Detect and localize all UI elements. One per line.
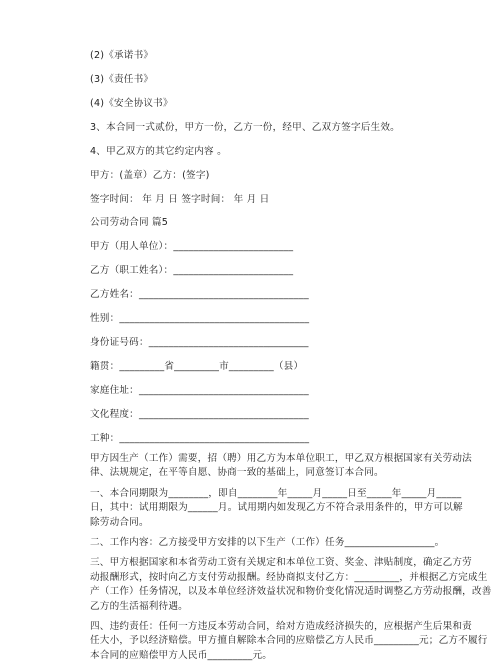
clause-pay-line1: 三、甲方根据国家和本省劳动工资有关规定和本单位工资、奖金、津贴制度，确定乙方劳: [90, 557, 472, 569]
section-heading: 公司劳动合同 篇5: [90, 217, 169, 228]
clause-breach-line1: 四、违约责任：任何一方违反本劳动合同，给对方造成经济损失的，应根据产生后果和责: [90, 621, 472, 632]
signature-date-line: 签字时间： 年 月 日 签字时间： 年 月 日: [90, 194, 270, 205]
field-home-address: 家庭住址：__________________________________: [90, 385, 309, 396]
clause-pay-line3: 产（工作）任务情况，以及本单位经济效益状况和物价变化情况适时调整乙方劳动报酬，改善: [90, 586, 492, 598]
clause-pay-line2: 动报酬形式，按时向乙方支付劳动报酬。经协商拟支付乙方：_________，并根据乙方完成生: [90, 571, 488, 583]
signature-party-line: 甲方：(盖章）乙方：(签字): [90, 170, 210, 181]
clause-pay-line4: 乙方的生活福利待遇。: [90, 600, 188, 612]
list-item-responsibility: (3)《责任书》: [90, 74, 154, 85]
list-item-commitment: (2)《承诺书》: [90, 50, 154, 61]
clause-breach-line3: 本合同的应赔偿甲方人民币_________元。: [90, 649, 273, 661]
list-item-safety-agreement: (4)《安全协议书》: [90, 98, 173, 109]
field-employer: 甲方（用人单位）：________________________: [90, 241, 294, 252]
clause-term-line3: 除劳动合同。: [90, 516, 149, 528]
field-native-place: 籍贯：_________省_________市_________（县）: [90, 361, 304, 372]
clause-term-line1: 一、本合同期限为________，即自________年_____月_____日至_____年_____月_____: [90, 487, 462, 499]
field-gender: 性别：______________________________________: [90, 313, 310, 324]
paragraph-intro-line2: 律、法规规定，在平等自愿、协商一致的基础上，同意签订本合同。: [90, 467, 384, 479]
clause-breach-line2: 任大小，予以经济赔偿。甲方擅自解除本合同的应赔偿乙方人民币_________元；乙方不履行: [90, 635, 488, 647]
field-job-type: 工种：______________________________________: [90, 433, 310, 444]
field-education: 文化程度：__________________________________: [90, 409, 309, 420]
paragraph-intro-line1: 甲方因生产（工作）需要，招（聘）用乙方为本单位职工，甲乙双方根据国家有关劳动法: [90, 453, 472, 464]
clause-term-line2: 日，其中：试用期限为______月。试用期内如发现乙方不符合录用条件的，甲方可以解: [90, 502, 463, 514]
clause-work-content: 二、工作内容：乙方接受甲方安排的以下生产（工作）任务__________________。: [90, 537, 445, 548]
clause-copies: 3、本合同一式贰份，甲方一份，乙方一份，经甲、乙双方签字后生效。: [90, 122, 400, 133]
clause-other-terms: 4、甲乙双方的其它约定内容 。: [90, 146, 227, 157]
field-name: 乙方姓名：__________________________________: [90, 289, 309, 300]
field-id-number: 身份证号码：________________________________: [90, 337, 309, 348]
field-employee: 乙方（职工姓名）：________________________: [90, 265, 294, 276]
